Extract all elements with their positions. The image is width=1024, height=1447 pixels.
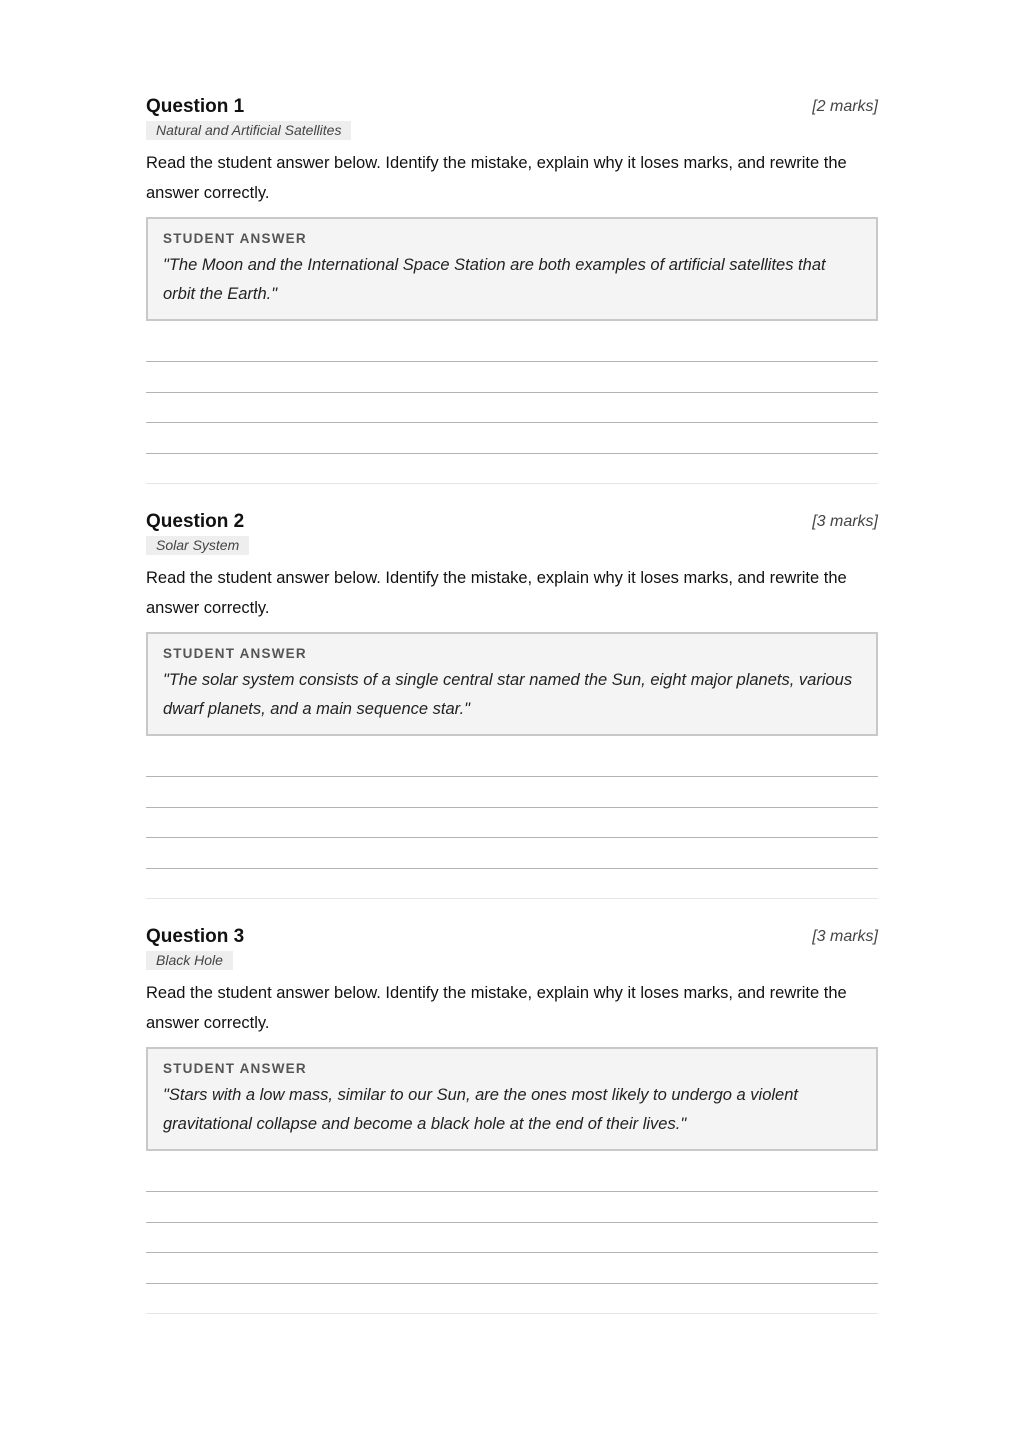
writing-area[interactable] [146, 776, 878, 869]
writing-line [146, 361, 878, 362]
writing-area[interactable] [146, 1191, 878, 1284]
question-header [146, 510, 878, 534]
student-answer-text: "The solar system consists of a single central star named the Sun, eight major planets, various dwarf planets, and a main sequence star." [163, 671, 853, 718]
question-instructions: Read the student answer below. Identify the mistake, explain why it loses marks, and rewrite the answer correctly. [146, 984, 847, 1032]
student-answer-label: STUDENT ANSWER [163, 646, 307, 661]
question-marks: [3 marks] [812, 928, 878, 945]
question-1 [146, 95, 878, 484]
question-header [146, 95, 878, 119]
question-header [146, 925, 878, 949]
question-instructions: Read the student answer below. Identify the mistake, explain why it loses marks, and rewrite the answer correctly. [146, 154, 847, 202]
writing-line [146, 1222, 878, 1223]
question-separator [146, 898, 878, 899]
student-answer-box [146, 217, 878, 321]
writing-line [146, 868, 878, 869]
student-answer-box [146, 632, 878, 736]
writing-line [146, 422, 878, 423]
question-title: Question 3 [146, 926, 245, 947]
writing-line [146, 1283, 878, 1284]
writing-line [146, 776, 878, 777]
question-title: Question 1 [146, 96, 245, 117]
student-answer-text: "Stars with a low mass, similar to our Sun, are the ones most likely to undergo a violent gravitational collapse and become a black hole at the end of their lives." [163, 1086, 798, 1133]
question-3 [146, 925, 878, 1314]
question-title: Question 2 [146, 511, 245, 532]
writing-line [146, 807, 878, 808]
topic-tag: Black Hole [146, 951, 233, 970]
student-answer-box [146, 1047, 878, 1151]
question-marks: [3 marks] [812, 513, 878, 530]
student-answer-text: "The Moon and the International Space Station are both examples of artificial satellites that orbit the Earth." [163, 256, 826, 303]
question-instructions: Read the student answer below. Identify the mistake, explain why it loses marks, and rewrite the answer correctly. [146, 569, 847, 617]
writing-line [146, 392, 878, 393]
writing-line [146, 453, 878, 454]
topic-tag: Natural and Artificial Satellites [146, 121, 351, 140]
question-separator [146, 483, 878, 484]
topic-tag: Solar System [146, 536, 249, 555]
writing-area[interactable] [146, 361, 878, 454]
question-marks: [2 marks] [812, 98, 878, 115]
writing-line [146, 1252, 878, 1253]
student-answer-label: STUDENT ANSWER [163, 1061, 307, 1076]
question-2 [146, 510, 878, 899]
writing-line [146, 837, 878, 838]
writing-line [146, 1191, 878, 1192]
student-answer-label: STUDENT ANSWER [163, 231, 307, 246]
question-separator [146, 1313, 878, 1314]
